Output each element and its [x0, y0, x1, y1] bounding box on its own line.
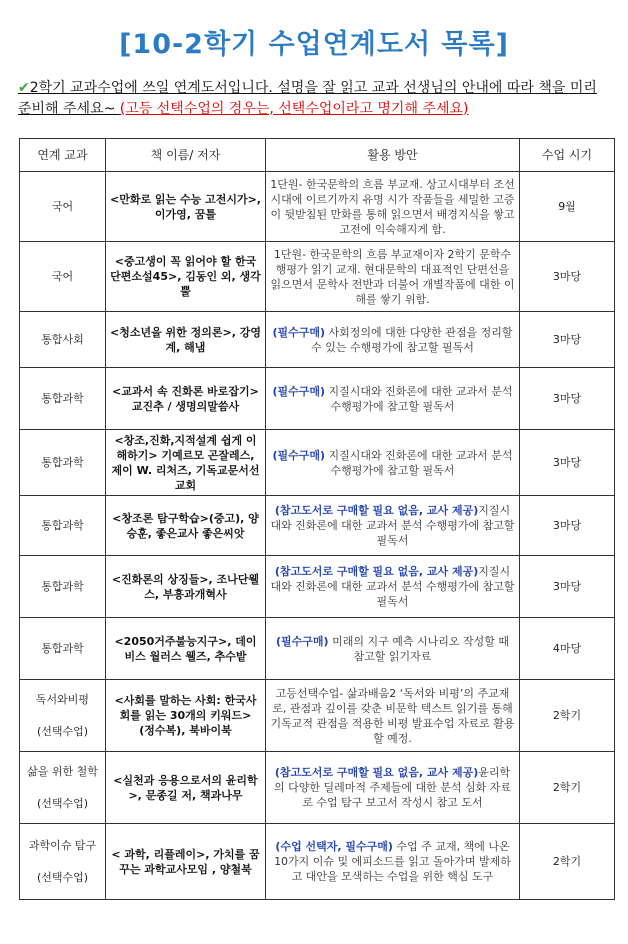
purchase-tag: (필수구매) [272, 325, 326, 339]
table-row [20, 556, 615, 618]
book-list-table [19, 138, 615, 900]
book-cell: <창조론 탐구학습>(중고), 양승훈, 좋은교사 좋은씨앗 [106, 496, 266, 556]
period-cell: 3마당 [520, 368, 615, 430]
plan-cell [266, 496, 520, 556]
book-cell: <교과서 속 진화론 바로잡기> 교진추 / 생명의말씀사 [106, 368, 266, 430]
subject-note: (선택수업) [36, 870, 89, 884]
plan-text: 지질시대와 진화론에 대한 교과서 분석 수행평가에 참고할 필독서 [325, 384, 513, 413]
subject-cell [20, 752, 106, 824]
subject-name: 통합과학 [41, 391, 84, 405]
subject-cell [20, 172, 106, 242]
plan-cell [266, 556, 520, 618]
subject-cell [20, 556, 106, 618]
plan-cell [266, 172, 520, 242]
book-cell: <사회를 말하는 사회: 한국사회를 읽는 30개의 키워드> (정수복), 북바이북 [106, 680, 266, 752]
plan-text: 사회정의에 대한 다양한 관점을 정리할 수 있는 수행평가에 참고할 필독서 [311, 325, 513, 354]
plan-text: 고등선택수업- 삶과배움2 ‘독서와 비평’의 주교재로, 관점과 깊이를 갖춘 비문학 텍스트 읽기를 통해 기독교적 관점을 적용한 비평 발표수업 자료로 활용할 예정. [270, 686, 515, 745]
period-cell: 3마당 [520, 312, 615, 368]
book-cell: <실천과 응용으로서의 윤리학>, 문종길 저, 책과나무 [106, 752, 266, 824]
header-plan: 활용 방안 [266, 139, 520, 172]
table-row [20, 496, 615, 556]
subject-name: 독서와비평 [35, 692, 90, 706]
table-row [20, 368, 615, 430]
subject-name: 국어 [51, 269, 74, 283]
period-cell: 4마당 [520, 618, 615, 680]
subject-cell [20, 430, 106, 496]
subject-cell [20, 496, 106, 556]
plan-text: 1단원- 한국문학의 흐름 부교재. 상고시대부터 조선시대에 이르기까지 유명 시가 작품들을 세밀한 고증이 뒷받침된 만화를 통해 읽으면서 배경지식을 쌓고 고전에 익숙해지게 함. [270, 177, 515, 236]
book-cell: <진화론의 상징들>, 조나단웰스, 부흥과개혁사 [106, 556, 266, 618]
subject-cell [20, 824, 106, 900]
subject-name: 통합과학 [41, 455, 84, 469]
table-row [20, 242, 615, 312]
table-header-row [20, 139, 615, 172]
intro-main-line2: 준비해 주세요~ [18, 101, 120, 117]
intro-text [18, 78, 612, 120]
period-cell: 2학기 [520, 680, 615, 752]
plan-cell [266, 312, 520, 368]
subject-note: (선택수업) [36, 796, 89, 810]
intro-main-line1: 2학기 교과수업에 쓰일 연계도서입니다. 설명을 잘 읽고 교과 선생님의 안내에 따라 책을 미리 [29, 80, 597, 96]
period-cell: 3마당 [520, 242, 615, 312]
period-cell: 3마당 [520, 556, 615, 618]
plan-text: 1단원- 한국문학의 흐름 부교재이자 2학기 문학수행평가 읽기 교재. 현대문학의 대표적인 단편선을 읽으면서 문학사 전반과 더불어 개별작품에 대한 이해를 쌓기 위함. [270, 247, 515, 306]
subject-note: (선택수업) [36, 724, 89, 738]
book-cell: < 과학, 리플레이>, 가치를 꿈꾸는 과학교사모임 , 양철북 [106, 824, 266, 900]
header-period: 수업 시기 [520, 139, 615, 172]
plan-text: 미래의 지구 예측 시나리오 작성할 때 참고할 읽기자료 [328, 634, 509, 663]
plan-cell [266, 242, 520, 312]
table-row [20, 430, 615, 496]
table-row [20, 824, 615, 900]
subject-cell [20, 312, 106, 368]
subject-name: 통합사회 [41, 332, 84, 346]
plan-text: 지질시대와 진화론에 대한 교과서 분석 수행평가에 참고할 필독서 [270, 565, 515, 608]
subject-name: 국어 [51, 199, 74, 213]
subject-cell [20, 680, 106, 752]
table-row [20, 680, 615, 752]
intro-note: (고등 선택수업의 경우는, 선택수업이라고 명기해 주세요) [119, 101, 469, 117]
period-cell: 3마당 [520, 430, 615, 496]
subject-name: 삶을 위한 철학 [27, 764, 98, 778]
purchase-tag: (참고도서로 구매할 필요 없음, 교사 제공) [274, 565, 479, 578]
table-row [20, 172, 615, 242]
book-cell: <청소년을 위한 정의론>, 강영계, 해냄 [106, 312, 266, 368]
plan-cell [266, 618, 520, 680]
table-row [20, 752, 615, 824]
period-cell: 3마당 [520, 496, 615, 556]
purchase-tag: (수업 선택자, 필수구매) [275, 840, 393, 853]
subject-name: 통합과학 [41, 579, 84, 593]
subject-name: 과학이슈 탐구 [28, 838, 97, 852]
purchase-tag: (필수구매) [276, 634, 329, 648]
purchase-tag: (필수구매) [272, 384, 326, 398]
page-title: [10-2학기 수업연계도서 목록] [119, 29, 509, 60]
plan-cell [266, 430, 520, 496]
subject-name: 통합과학 [41, 518, 84, 532]
plan-text: 윤리학의 다양한 딜레마적 주제들에 대한 분석 심화 자료로 수업 탐구 보고서 작성시 참고 도서 [274, 766, 511, 809]
check-mark-icon: ✔ [18, 80, 30, 96]
book-cell: <창조,진화,지적설계 쉽게 이해하기> 기예르모 곤잘레스, 제이 W. 리처즈, 기독교문서선교회 [106, 430, 266, 496]
plan-text: 지질시대와 진화론에 대한 교과서 분석 수행평가에 참고할 필독서 [270, 504, 515, 547]
plan-cell [266, 752, 520, 824]
period-cell: 9월 [520, 172, 615, 242]
table-row [20, 312, 615, 368]
subject-cell [20, 242, 106, 312]
subject-name: 통합과학 [41, 641, 84, 655]
header-book: 책 이름/ 저자 [106, 139, 266, 172]
plan-cell [266, 680, 520, 752]
intro-line-1 [18, 78, 612, 99]
book-cell: <만화로 읽는 수능 고전시가>, 이가영, 꿈틀 [106, 172, 266, 242]
plan-text: 지질시대와 진화론에 대한 교과서 분석 수행평가에 참고할 필독서 [325, 448, 513, 477]
book-cell: <중고생이 꼭 읽어야 할 한국단편소설45>, 김동인 외, 생각뿔 [106, 242, 266, 312]
plan-text: 수업 주 교재, 책에 나온 10가지 이슈 및 에피소드를 읽고 돌아가며 발제하고 대안을 모색하는 수업을 위한 핵심 도구 [274, 840, 511, 883]
plan-cell [266, 368, 520, 430]
header-subject: 연계 교과 [20, 139, 106, 172]
plan-cell [266, 824, 520, 900]
period-cell: 2학기 [520, 824, 615, 900]
period-cell: 2학기 [520, 752, 615, 824]
table-row [20, 618, 615, 680]
purchase-tag: (필수구매) [272, 448, 326, 462]
purchase-tag: (참고도서로 구매할 필요 없음, 교사 제공) [274, 766, 479, 779]
purchase-tag: (참고도서로 구매할 필요 없음, 교사 제공) [274, 504, 479, 517]
book-cell: <2050거주불능지구>, 데이비스 월러스 웰즈, 추수밭 [106, 618, 266, 680]
subject-cell [20, 618, 106, 680]
subject-cell [20, 368, 106, 430]
